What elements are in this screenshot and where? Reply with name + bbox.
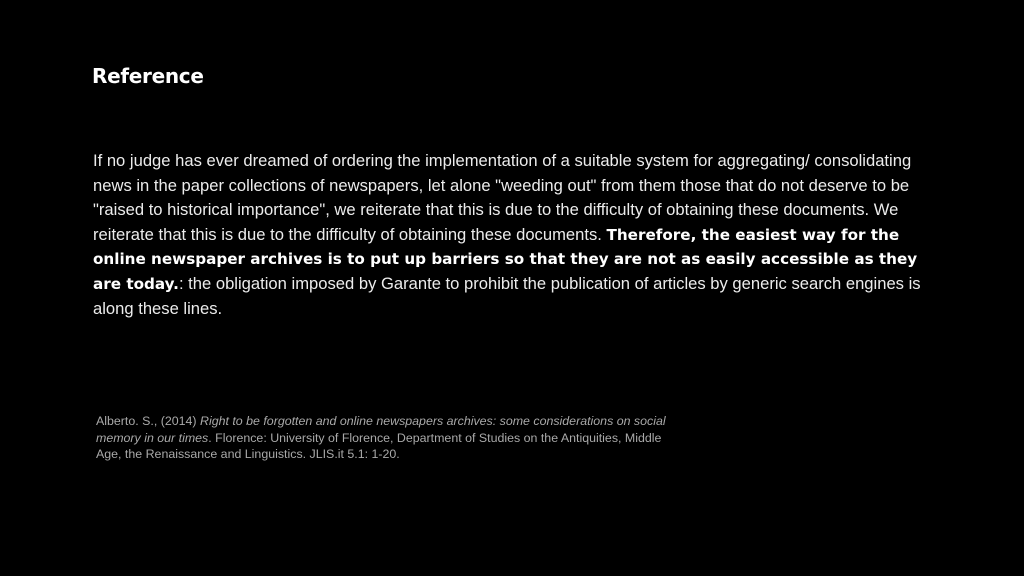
citation-details: . Florence: University of Florence, Department of Studies on the Antiquities, Middle Age, the Renaissance and Linguistics. JLIS.it 5.1: 1-20. (96, 430, 662, 462)
slide-title: Reference (92, 64, 204, 88)
quote-text-part1: If no judge has ever dreamed of ordering the implementation of a suitable system for aggregating/ consolidating news in the paper collections of newspapers, let alone "weeding out" from them those that do not deserve to be "raised to historical importance", we reiterate that this is due to the difficulty of obtaining these documents. We reiterate that this is due to the difficulty of obtaining these documents. (93, 151, 912, 244)
citation (96, 413, 676, 463)
quote-bold-text: Therefore, the easiest way for the online newspaper archives is to put up barriers so that they are not as easily accessible as they are today. (93, 225, 918, 293)
quote-paragraph (93, 149, 935, 321)
citation-title: Right to be forgotten and online newspapers archives: some considerations on social memory in our times (96, 414, 666, 445)
citation-author: Alberto. S., (2014) (96, 414, 200, 428)
quote-text-part2: : the obligation imposed by Garante to prohibit the publication of articles by generic search engines is along these lines. (93, 273, 921, 318)
